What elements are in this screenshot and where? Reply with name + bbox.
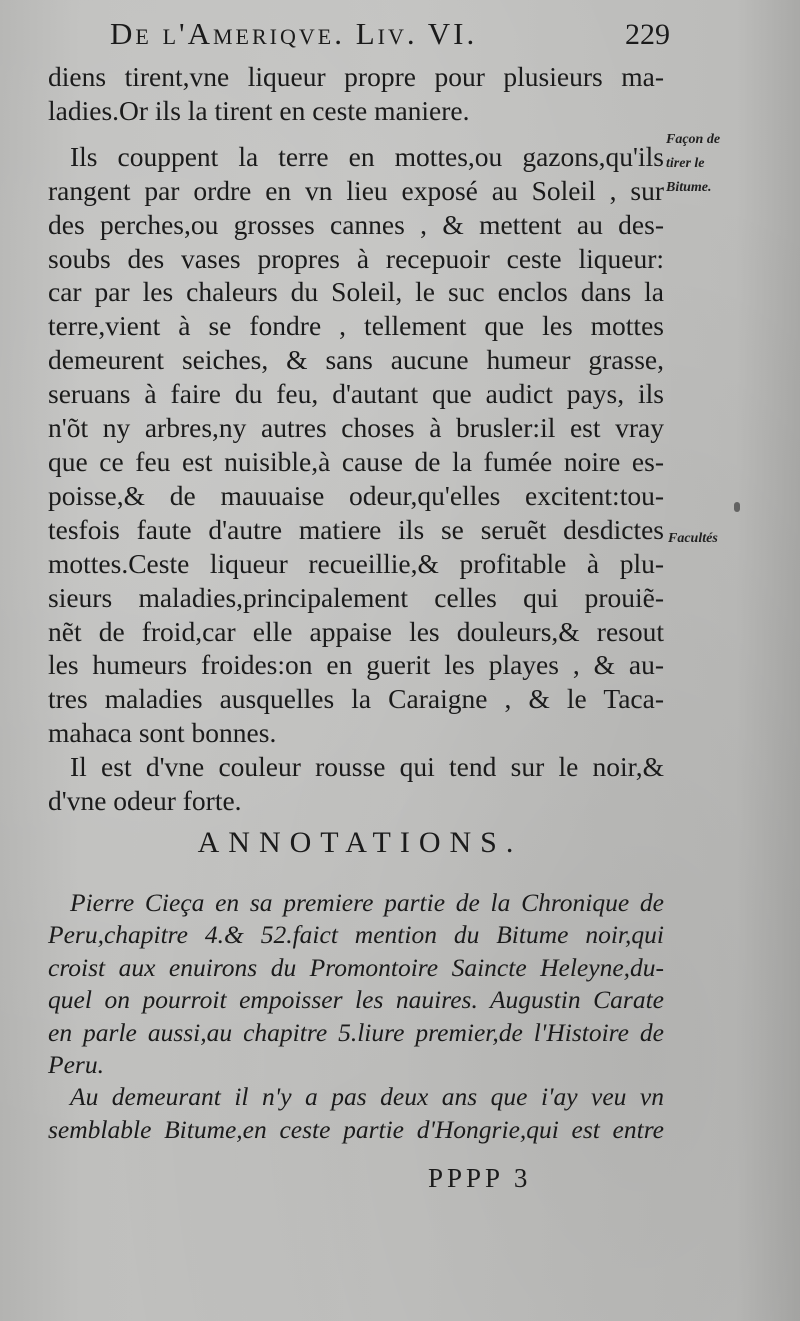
page-number: 229 <box>625 18 670 51</box>
text-line: tres maladies ausquelles la Caraigne , & le Taca- <box>48 683 664 715</box>
text-line: tesfois faute d'autre matiere ils se seruẽt desdictes <box>48 513 664 545</box>
text-line: seruans à faire du feu, d'autant que audict pays, ils <box>48 378 664 410</box>
running-head: De l'Ameriqve. Liv. VI. <box>110 16 478 51</box>
text-line: diens tirent,vne liqueur propre pour plusieurs ma- <box>48 61 664 92</box>
text-line: sieurs maladies,principalement celles qui prouiẽ- <box>48 581 664 613</box>
margin-note-bitume <box>666 128 720 200</box>
text-line: ladies.Or ils la tirent en ceste maniere. <box>48 94 470 126</box>
signature-mark: PPPP 3 <box>428 1163 532 1193</box>
text-line: soubs des vases propres à recepuoir ceste liqueur: <box>48 242 664 274</box>
annotation-line: semblable Bitume,en ceste partie d'Hongrie,qui est entre <box>48 1114 664 1144</box>
text-line: terre,vient à se fondre , tellement que les mottes <box>48 310 664 342</box>
annotation-line: Au demeurant il n'y a pas deux ans que i'ay veu vn <box>70 1082 664 1112</box>
text-line: demeurent seiches, & sans aucune humeur grasse, <box>48 344 664 376</box>
margin-note-line: tirer le <box>666 156 705 171</box>
annotation-line: Peru. <box>48 1050 104 1080</box>
section-heading: ANNOTATIONS. <box>197 826 523 859</box>
margin-note-line: Bitume. <box>666 180 712 195</box>
text-line: Il est d'vne couleur rousse qui tend sur le noir,& <box>70 751 664 783</box>
annotations-text <box>48 887 664 1146</box>
text-line: Ils couppent la terre en mottes,ou gazons,qu'ils <box>70 140 664 172</box>
text-line: que ce feu est nuisible,à cause de la fumée noire es- <box>48 445 664 477</box>
text-line: les humeurs froides:on en guerit les playes , & au- <box>48 649 664 681</box>
annotation-line: quel on pourroit empoisser les nauires. Augustin Carate <box>48 985 664 1015</box>
annotation-line: croist aux enuirons du Promontoire Saincte Heleyne,du- <box>48 952 664 982</box>
margin-note-facultes <box>668 527 718 551</box>
text-line: rangent par ordre en vn lieu exposé au Soleil , sur <box>48 174 664 206</box>
text-line: mottes.Ceste liqueur recueillie,& profitable à plu- <box>48 547 664 579</box>
annotation-line: Pierre Cieça en sa premiere partie de la Chronique de <box>70 888 664 917</box>
margin-note-line: Façon de <box>666 132 721 147</box>
annotation-line: en parle aussi,au chapitre 5.liure premier,de l'Histoire de <box>48 1017 664 1047</box>
text-line: nẽt de froid,car elle appaise les douleurs,& resout <box>48 615 664 647</box>
page-header <box>110 16 670 60</box>
paragraph-gap <box>48 128 664 140</box>
text-line: poisse,& de mauuaise odeur,qu'elles excitent:tou- <box>48 479 664 511</box>
ink-mark <box>734 502 740 512</box>
text-line: d'vne odeur forte. <box>48 785 242 817</box>
main-text <box>48 60 664 818</box>
annotation-line: Peru,chapitre 4.& 52.faict mention du Bitume noir,qui <box>48 920 664 950</box>
text-line: mahaca sont bonnes. <box>48 717 277 749</box>
margin-note-line: Facultés <box>668 531 718 546</box>
text-line: des perches,ou grosses cannes , & mettent au des- <box>48 208 664 240</box>
text-line: car par les chaleurs du Soleil, le suc enclos dans la <box>48 276 664 308</box>
text-line: n'õt ny arbres,ny autres choses à brusler:il est vray <box>48 412 664 444</box>
